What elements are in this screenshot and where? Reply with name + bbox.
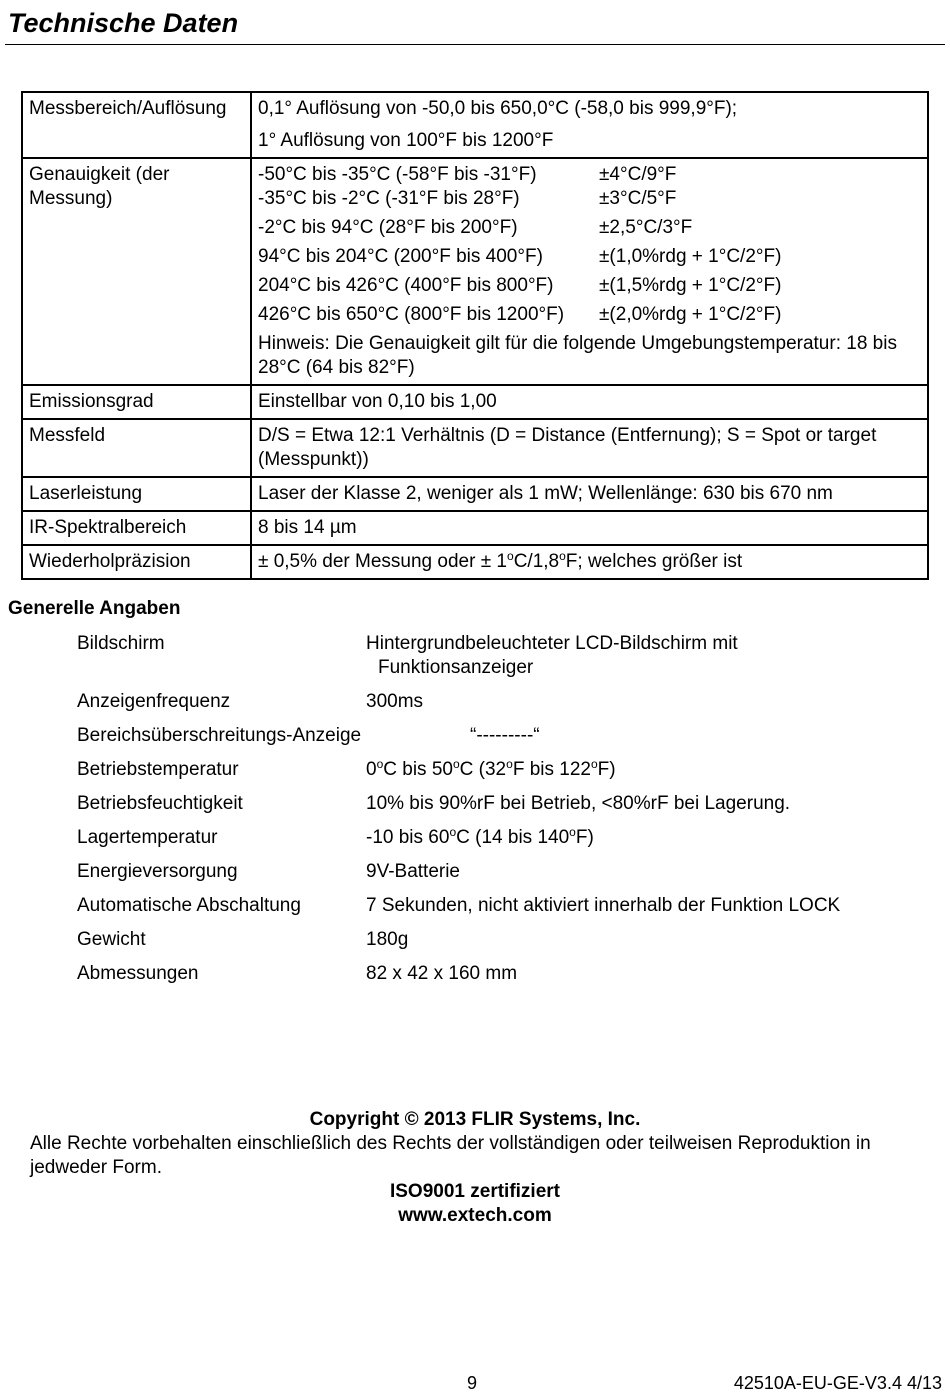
spec-row bbox=[77, 724, 937, 748]
spec-label: Bereichsüberschreitungs-Anzeige bbox=[77, 725, 362, 746]
spec-label: Wiederholpräzision bbox=[22, 545, 251, 579]
spec-row bbox=[77, 826, 937, 850]
accuracy-range: 94°C bis 204°C (200°F bis 400°F) bbox=[258, 246, 543, 267]
spec-row bbox=[77, 758, 937, 782]
spec-value: “---------“ bbox=[470, 725, 540, 746]
temp-part: F) bbox=[575, 827, 594, 848]
temp-part: C (32 bbox=[459, 759, 507, 780]
spec-row bbox=[77, 792, 937, 816]
spec-label: Betriebstemperatur bbox=[77, 759, 239, 780]
degree-mark: o bbox=[452, 757, 460, 771]
accuracy-note: Hinweis: Die Genauigkeit gilt für die folgende Umgebungstemperatur: 18 bis 28°C (64 bis 82°F) bbox=[258, 333, 897, 378]
spec-value: Einstellbar von 0,10 bis 1,00 bbox=[251, 385, 928, 419]
repeat-text-a: ± 0,5% der Messung oder ± 1 bbox=[258, 551, 507, 572]
degree-mark: o bbox=[507, 549, 514, 563]
spec-value bbox=[366, 758, 937, 782]
spec-row bbox=[77, 690, 937, 714]
accuracy-range: 204°C bis 426°C (400°F bis 800°F) bbox=[258, 275, 554, 296]
spec-label: Energieversorgung bbox=[77, 861, 238, 882]
general-specs bbox=[77, 632, 937, 986]
table-row bbox=[22, 419, 928, 477]
temp-part: -10 bis 60 bbox=[366, 827, 450, 848]
spec-label: Abmessungen bbox=[77, 963, 199, 984]
accuracy-value: ±2,5°C/3°F bbox=[599, 217, 693, 238]
spec-label: Bildschirm bbox=[77, 633, 165, 654]
website-link[interactable]: www.extech.com bbox=[398, 1205, 552, 1226]
accuracy-range: -2°C bis 94°C (28°F bis 200°F) bbox=[258, 217, 518, 238]
spec-value: 180g bbox=[366, 929, 409, 950]
display-line-2: Funktionsanzeiger bbox=[378, 657, 534, 678]
spec-value bbox=[366, 632, 937, 680]
spec-value: 9V-Batterie bbox=[366, 861, 460, 882]
temp-part: C bis 50 bbox=[383, 759, 453, 780]
spec-label: Laserleistung bbox=[22, 477, 251, 511]
copyright-line: Copyright © 2013 FLIR Systems, Inc. bbox=[309, 1109, 641, 1130]
spec-row bbox=[77, 928, 937, 952]
spec-value bbox=[366, 826, 937, 850]
accuracy-value: ±(1,0%rdg + 1°C/2°F) bbox=[599, 246, 782, 267]
spec-row bbox=[77, 894, 937, 918]
spec-value: D/S = Etwa 12:1 Verhältnis (D = Distance (Entfernung); S = Spot or target (Messpunkt)) bbox=[251, 419, 928, 477]
spec-value: 82 x 42 x 160 mm bbox=[366, 963, 518, 984]
table-row bbox=[22, 385, 928, 419]
spec-value: 10% bis 90%rF bei Betrieb, <80%rF bei Lagerung. bbox=[366, 793, 791, 814]
degree-mark: o bbox=[569, 825, 576, 839]
spec-label: Gewicht bbox=[77, 929, 146, 950]
temp-part: F bis 122 bbox=[512, 759, 591, 780]
iso-line: ISO9001 zertifiziert bbox=[389, 1181, 561, 1202]
degree-mark: o bbox=[559, 549, 566, 563]
display-line-1: Hintergrundbeleuchteter LCD-Bildschirm mit bbox=[366, 633, 738, 654]
spec-label: Lagertemperatur bbox=[77, 827, 218, 848]
table-row bbox=[22, 158, 928, 385]
spec-value bbox=[251, 158, 928, 385]
temp-part: F) bbox=[597, 759, 616, 780]
accuracy-value: ±(2,0%rdg + 1°C/2°F) bbox=[599, 304, 782, 325]
section-heading: Generelle Angaben bbox=[8, 598, 181, 619]
range-line-1: 0,1° Auflösung von -50,0 bis 650,0°C (-58,0 bis 999,9°F); bbox=[258, 98, 738, 119]
spec-value: Laser der Klasse 2, weniger als 1 mW; Wellenlänge: 630 bis 670 nm bbox=[251, 477, 928, 511]
table-row bbox=[22, 511, 928, 545]
spec-label: Automatische Abschaltung bbox=[77, 895, 301, 916]
spec-value bbox=[251, 92, 928, 158]
spec-table bbox=[21, 91, 929, 580]
page-number: 9 bbox=[467, 1373, 478, 1393]
repeat-text-b: C/1,8 bbox=[513, 551, 560, 572]
degree-mark: o bbox=[449, 825, 457, 839]
accuracy-range: 426°C bis 650°C (800°F bis 1200°F) bbox=[258, 304, 565, 325]
accuracy-grid bbox=[258, 163, 921, 327]
spec-value bbox=[251, 545, 928, 579]
degree-mark: o bbox=[376, 757, 384, 771]
spec-label: Genauigkeit (der Messung) bbox=[22, 158, 251, 385]
page-title: Technische Daten bbox=[8, 8, 239, 38]
spec-label: IR-Spektralbereich bbox=[22, 511, 251, 545]
accuracy-value: ±3°C/5°F bbox=[599, 188, 677, 209]
temp-part: 0 bbox=[366, 759, 377, 780]
temp-part: C (14 bis 140 bbox=[456, 827, 570, 848]
range-line-2: 1° Auflösung von 100°F bis 1200°F bbox=[258, 130, 554, 151]
spec-label: Messbereich/Auflösung bbox=[22, 92, 251, 158]
copyright-block bbox=[30, 1108, 920, 1228]
spec-row bbox=[77, 632, 937, 680]
spec-label: Anzeigenfrequenz bbox=[77, 691, 231, 712]
spec-value: 300ms bbox=[366, 691, 424, 712]
table-row bbox=[22, 477, 928, 511]
degree-mark: o bbox=[506, 757, 513, 771]
repeat-text-c: F; welches größer ist bbox=[565, 551, 743, 572]
accuracy-range: -35°C bis -2°C (-31°F bis 28°F) bbox=[258, 188, 520, 209]
spec-value: 7 Sekunden, nicht aktiviert innerhalb der Funktion LOCK bbox=[366, 895, 841, 916]
accuracy-value: ±4°C/9°F bbox=[599, 164, 677, 185]
spec-label: Emissionsgrad bbox=[22, 385, 251, 419]
document-code: 42510A-EU-GE-V3.4 4/13 bbox=[733, 1373, 942, 1393]
degree-mark: o bbox=[590, 757, 598, 771]
rights-text: Alle Rechte vorbehalten einschließlich des Rechts der vollständigen oder teilweisen Reproduktion in jedweder Form. bbox=[30, 1133, 871, 1178]
spec-row bbox=[77, 962, 937, 986]
spec-row bbox=[77, 860, 937, 884]
table-row bbox=[22, 545, 928, 579]
spec-value: 8 bis 14 µm bbox=[251, 511, 928, 545]
accuracy-range: -50°C bis -35°C (-58°F bis -31°F) bbox=[258, 164, 537, 185]
title-rule bbox=[5, 44, 945, 45]
spec-label: Messfeld bbox=[22, 419, 251, 477]
table-row bbox=[22, 92, 928, 158]
accuracy-value: ±(1,5%rdg + 1°C/2°F) bbox=[599, 275, 782, 296]
spec-label: Betriebsfeuchtigkeit bbox=[77, 793, 243, 814]
